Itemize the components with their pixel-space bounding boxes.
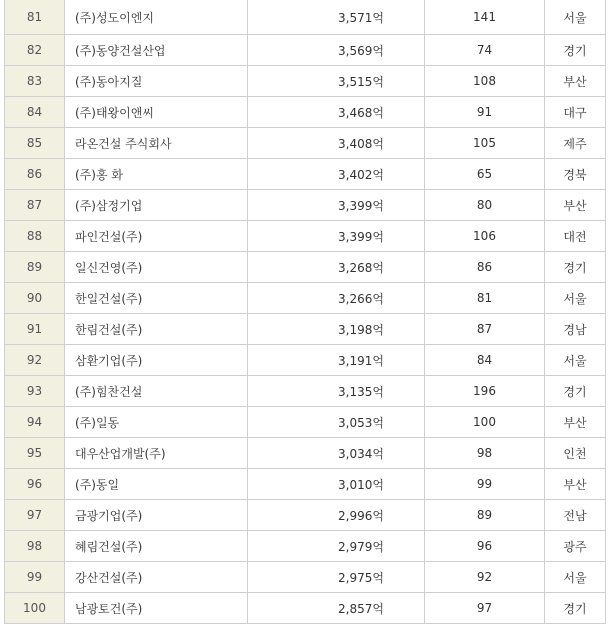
count-cell: 80 bbox=[425, 190, 545, 220]
rank-cell: 89 bbox=[5, 252, 65, 282]
region-cell: 제주 bbox=[563, 136, 587, 151]
table-row bbox=[5, 283, 605, 314]
amount-cell: 3,402억 bbox=[248, 159, 425, 189]
region-cell: 서울 bbox=[563, 570, 587, 585]
region-cell: 경기 bbox=[563, 384, 587, 399]
amount-cell: 3,268억 bbox=[248, 252, 425, 282]
amount-cell: 3,569억 bbox=[248, 35, 425, 65]
company-cell: 라온건설 주식회사 bbox=[65, 128, 248, 158]
rank-cell: 98 bbox=[5, 531, 65, 561]
rank-cell: 92 bbox=[5, 345, 65, 375]
company-cell: 삼환기업(주) bbox=[65, 345, 248, 375]
company-cell: 금광기업(주) bbox=[65, 500, 248, 530]
rank-cell: 88 bbox=[5, 221, 65, 251]
count-cell: 74 bbox=[425, 35, 545, 65]
rank-cell: 90 bbox=[5, 283, 65, 313]
amount-cell: 3,010억 bbox=[248, 469, 425, 499]
table-row bbox=[5, 0, 605, 35]
company-cell: 한일건설(주) bbox=[65, 283, 248, 313]
rank-cell: 86 bbox=[5, 159, 65, 189]
rank-cell: 82 bbox=[5, 35, 65, 65]
table-row bbox=[5, 35, 605, 66]
count-cell: 105 bbox=[425, 128, 545, 158]
amount-cell: 3,468억 bbox=[248, 97, 425, 127]
region-cell: 부산 bbox=[563, 74, 587, 89]
region-cell: 대구 bbox=[563, 105, 587, 120]
table-row bbox=[5, 500, 605, 531]
company-cell: (주)성도이엔지 bbox=[65, 0, 248, 34]
count-cell: 92 bbox=[425, 562, 545, 592]
rank-cell: 87 bbox=[5, 190, 65, 220]
rank-cell: 96 bbox=[5, 469, 65, 499]
company-cell: 혜림건설(주) bbox=[65, 531, 248, 561]
company-cell: 파인건설(주) bbox=[65, 221, 248, 251]
rank-cell: 81 bbox=[5, 0, 65, 34]
rank-cell: 84 bbox=[5, 97, 65, 127]
region-cell: 인천 bbox=[563, 446, 587, 461]
table-row bbox=[5, 376, 605, 407]
count-cell: 108 bbox=[425, 66, 545, 96]
region-cell: 부산 bbox=[563, 198, 587, 213]
company-cell: (주)삼정기업 bbox=[65, 190, 248, 220]
company-cell: 강산건설(주) bbox=[65, 562, 248, 592]
table-row bbox=[5, 531, 605, 562]
count-cell: 96 bbox=[425, 531, 545, 561]
count-cell: 97 bbox=[425, 593, 545, 623]
rank-cell: 100 bbox=[5, 593, 65, 623]
company-cell: (주)동일 bbox=[65, 469, 248, 499]
count-cell: 87 bbox=[425, 314, 545, 344]
table-row bbox=[5, 438, 605, 469]
table-row bbox=[5, 252, 605, 283]
region-cell: 경기 bbox=[563, 601, 587, 616]
region-cell: 부산 bbox=[563, 477, 587, 492]
region-cell: 경기 bbox=[563, 43, 587, 58]
rank-cell: 85 bbox=[5, 128, 65, 158]
region-cell: 서울 bbox=[563, 353, 587, 368]
region-cell: 경북 bbox=[563, 167, 587, 182]
count-cell: 84 bbox=[425, 345, 545, 375]
table-row bbox=[5, 345, 605, 376]
region-cell: 대전 bbox=[563, 229, 587, 244]
company-cell: (주)힘찬건설 bbox=[65, 376, 248, 406]
region-cell: 경남 bbox=[563, 322, 587, 337]
count-cell: 98 bbox=[425, 438, 545, 468]
company-cell: 일신건영(주) bbox=[65, 252, 248, 282]
amount-cell: 3,408억 bbox=[248, 128, 425, 158]
count-cell: 100 bbox=[425, 407, 545, 437]
ranking-table bbox=[4, 0, 606, 624]
count-cell: 86 bbox=[425, 252, 545, 282]
company-cell: (주)태왕이앤씨 bbox=[65, 97, 248, 127]
rank-cell: 91 bbox=[5, 314, 65, 344]
rank-cell: 83 bbox=[5, 66, 65, 96]
table-row bbox=[5, 159, 605, 190]
region-cell: 부산 bbox=[563, 415, 587, 430]
count-cell: 99 bbox=[425, 469, 545, 499]
table-row bbox=[5, 314, 605, 345]
amount-cell: 2,975억 bbox=[248, 562, 425, 592]
company-cell: 한림건설(주) bbox=[65, 314, 248, 344]
amount-cell: 3,034억 bbox=[248, 438, 425, 468]
amount-cell: 3,515억 bbox=[248, 66, 425, 96]
amount-cell: 3,135억 bbox=[248, 376, 425, 406]
amount-cell: 3,399억 bbox=[248, 221, 425, 251]
rank-cell: 99 bbox=[5, 562, 65, 592]
company-cell: (주)일동 bbox=[65, 407, 248, 437]
table-row bbox=[5, 469, 605, 500]
table-row bbox=[5, 66, 605, 97]
amount-cell: 3,571억 bbox=[248, 0, 425, 34]
region-cell: 경기 bbox=[563, 260, 587, 275]
company-cell: (주)홍 화 bbox=[65, 159, 248, 189]
count-cell: 65 bbox=[425, 159, 545, 189]
rank-cell: 93 bbox=[5, 376, 65, 406]
table-row bbox=[5, 190, 605, 221]
count-cell: 106 bbox=[425, 221, 545, 251]
amount-cell: 3,191억 bbox=[248, 345, 425, 375]
table-row bbox=[5, 562, 605, 593]
table-row bbox=[5, 407, 605, 438]
table-row bbox=[5, 128, 605, 159]
rank-cell: 97 bbox=[5, 500, 65, 530]
region-cell: 광주 bbox=[563, 539, 587, 554]
amount-cell: 2,996억 bbox=[248, 500, 425, 530]
region-cell: 서울 bbox=[563, 10, 587, 25]
rank-cell: 95 bbox=[5, 438, 65, 468]
count-cell: 91 bbox=[425, 97, 545, 127]
count-cell: 196 bbox=[425, 376, 545, 406]
count-cell: 81 bbox=[425, 283, 545, 313]
amount-cell: 3,266억 bbox=[248, 283, 425, 313]
table-row bbox=[5, 97, 605, 128]
table-row bbox=[5, 593, 605, 624]
amount-cell: 2,857억 bbox=[248, 593, 425, 623]
amount-cell: 3,198억 bbox=[248, 314, 425, 344]
table-row bbox=[5, 221, 605, 252]
count-cell: 141 bbox=[425, 0, 545, 34]
company-cell: (주)동아지질 bbox=[65, 66, 248, 96]
company-cell: 대우산업개발(주) bbox=[65, 438, 248, 468]
amount-cell: 3,399억 bbox=[248, 190, 425, 220]
rank-cell: 94 bbox=[5, 407, 65, 437]
company-cell: (주)동양건설산업 bbox=[65, 35, 248, 65]
amount-cell: 3,053억 bbox=[248, 407, 425, 437]
region-cell: 서울 bbox=[563, 291, 587, 306]
company-cell: 남광토건(주) bbox=[65, 593, 248, 623]
region-cell: 전남 bbox=[563, 508, 587, 523]
count-cell: 89 bbox=[425, 500, 545, 530]
amount-cell: 2,979억 bbox=[248, 531, 425, 561]
